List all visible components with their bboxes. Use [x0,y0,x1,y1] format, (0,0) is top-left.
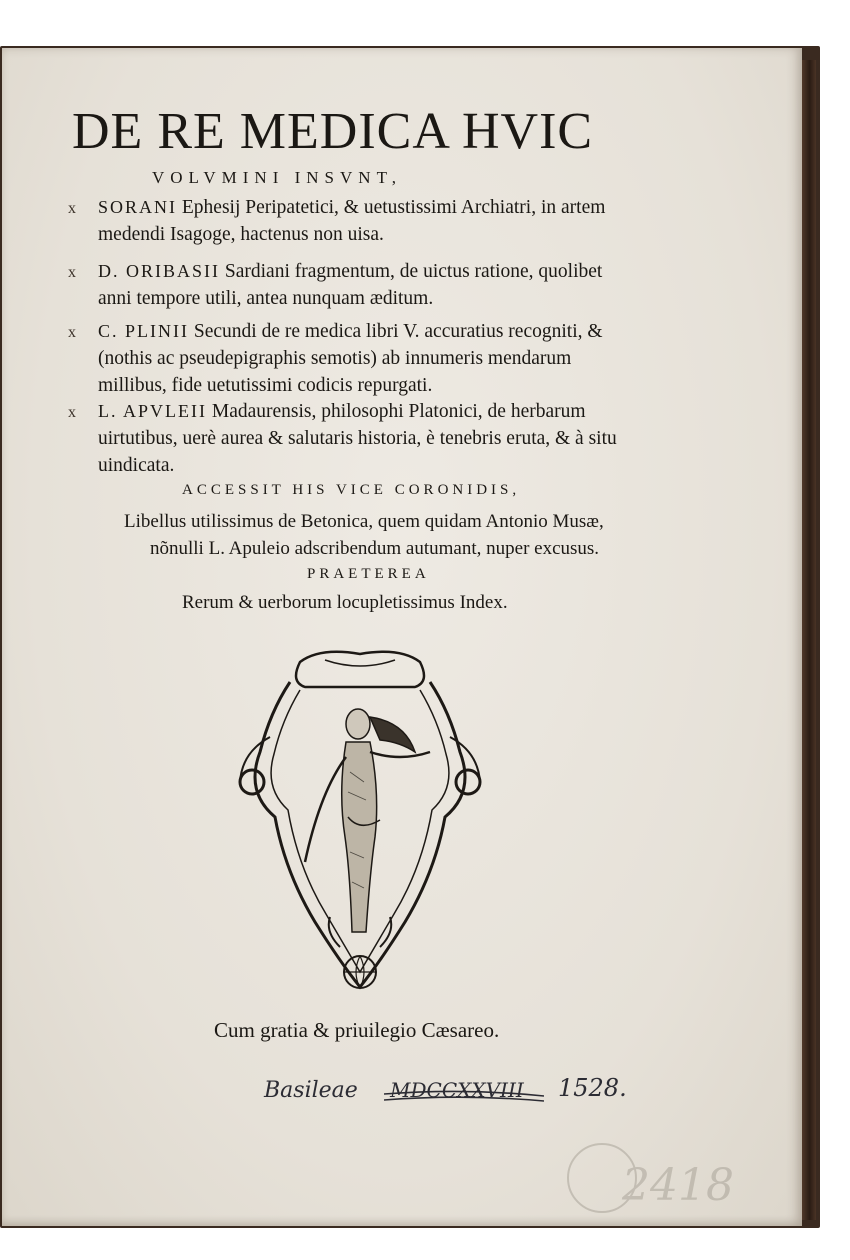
section-oribasii [68,258,638,312]
page-title: DE RE MEDICA HVIC [72,103,594,160]
section-plinii [68,318,638,399]
handwritten-imprint [264,1070,644,1114]
section-lead: L. APVLEII [98,401,207,421]
libellus-line-1: Libellus utilissimus de Betonica, quem quidam Antonio Musæ, [124,511,604,532]
section-text: Sardiani fragmentum, de uictus ratione, quolibet anni tempore utili, antea nunquam æditum. [98,261,603,309]
printers-device-woodcut [230,642,490,996]
margin-mark: x [68,324,76,341]
imprint-roman-year-struck: MDCCXXVIII [390,1078,524,1102]
book-spine-edge [800,60,816,1220]
libellus-paragraph [124,508,644,562]
section-text: Madaurensis, philosophi Platonici, de herbarum uirtutibus, uerè aurea & salutaris historia, è tenebris eruta, & à situ uindicata. [98,401,617,476]
praeterea-heading: PRAETEREA [307,566,430,582]
index-line: Rerum & uerborum locupletissimus Index. [182,592,508,613]
margin-mark: x [68,200,76,217]
privilege-line: Cum gratia & priuilegio Cæsareo. [214,1018,500,1042]
imprint-place: Basileae [264,1078,358,1103]
section-lead: SORANI [98,197,178,217]
section-sorani [68,194,638,248]
margin-mark: x [68,264,76,281]
section-text: Secundi de re medica libri V. accuratius recogniti, & (nothis ac pseudepigraphis semotis) ab innumeris mendarum millibus, fide uetutissimi codicis repurgati. [98,321,603,396]
imprint-year: 1528. [558,1074,627,1102]
margin-mark: x [68,404,76,421]
page-subtitle: VOLVMINI INSVNT, [152,168,402,187]
title-page [2,48,802,1226]
faded-library-stamp [562,1138,742,1226]
section-apuleii [68,398,638,479]
libellus-line-2: nõnulli L. Apuleio adscribendum autumant, nuper excusus. [150,538,600,559]
section-lead: C. PLINII [98,321,189,341]
section-lead: D. ORIBASII [98,261,221,281]
stamp-number: 2418 [622,1160,734,1211]
strikethrough-line [384,1090,544,1104]
accessit-heading: ACCESSIT HIS VICE CORONIDIS, [182,482,521,498]
section-text: Ephesij Peripatetici, & uetustissimi Archiatri, in artem medendi Isagoge, hactenus non uisa. [98,197,606,245]
